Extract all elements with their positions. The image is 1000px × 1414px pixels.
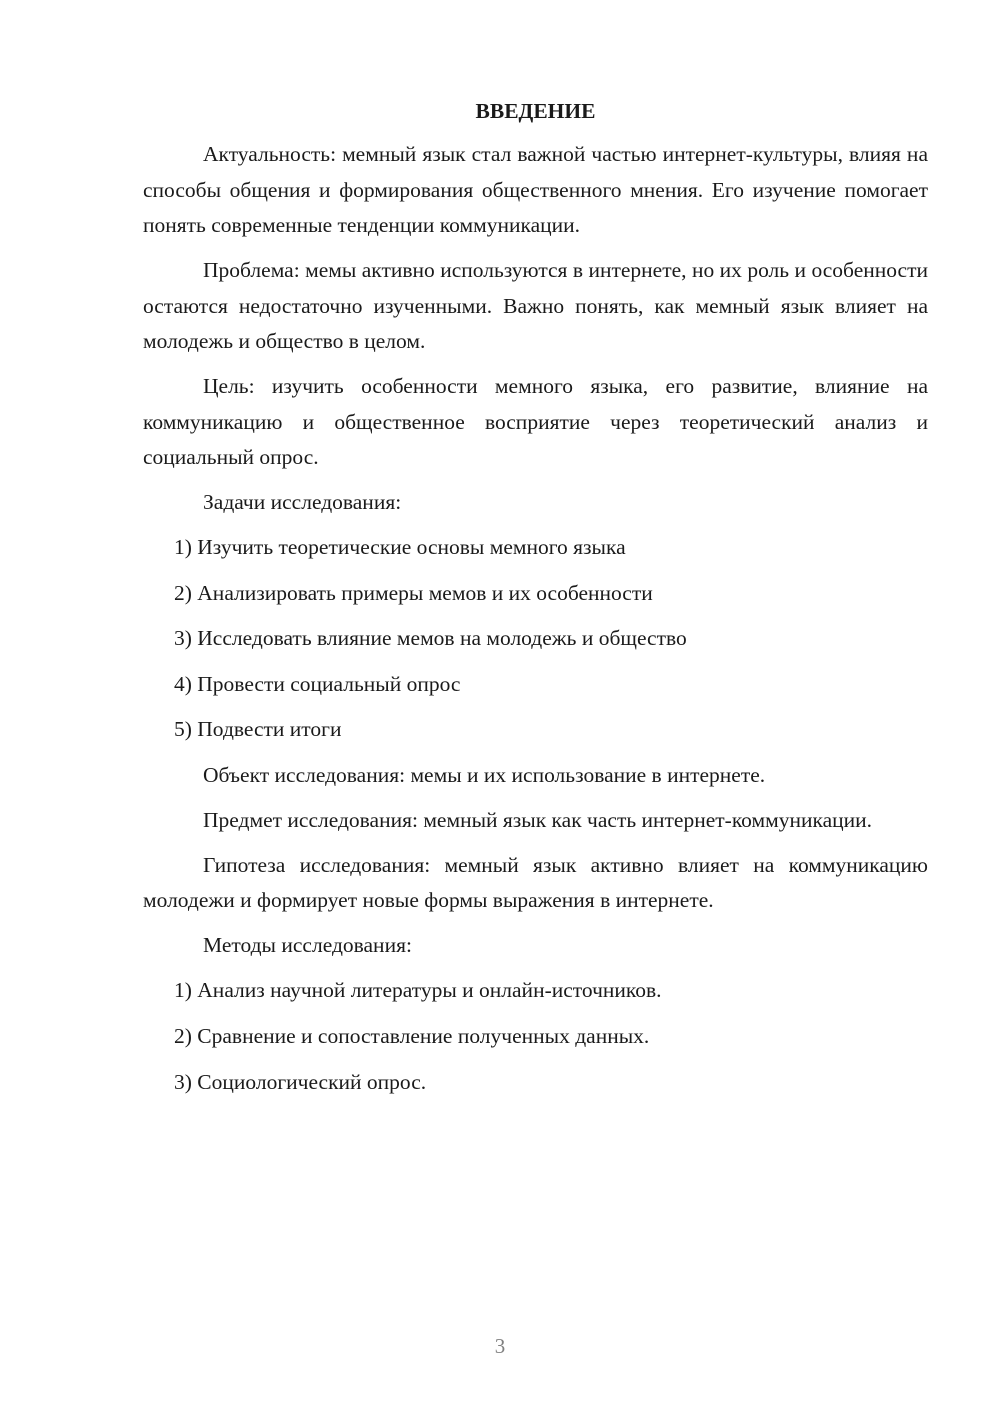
- list-item: 3) Исследовать влияние мемов на молодежь и общество: [174, 626, 687, 650]
- hypothesis-paragraph: Гипотеза исследования: мемный язык активно влияет на коммуникацию молодежи и формирует новые формы выражения в интернете.: [143, 852, 928, 912]
- list-item: 5) Подвести итоги: [174, 717, 342, 741]
- list-item: 1) Анализ научной литературы и онлайн-источников.: [174, 978, 662, 1002]
- problem-paragraph: Проблема: мемы активно используются в интернете, но их роль и особенности остаются недостаточно изученными. Важно понять, как мемный язык влияет на молодежь и общество в целом.: [143, 258, 928, 353]
- list-item: 4) Провести социальный опрос: [174, 671, 461, 696]
- methods-heading: Методы исследования:: [203, 933, 412, 957]
- page-number: 3: [494, 1334, 506, 1358]
- page-content: [143, 94, 928, 1111]
- goal-paragraph: Цель: изучить особенности мемного языка, его развитие, влияние на коммуникацию и общественное восприятие через теоретический анализ и социальный опрос.: [143, 374, 928, 469]
- list-item: 2) Сравнение и сопоставление полученных данных.: [174, 1024, 650, 1048]
- tasks-list: [143, 530, 928, 748]
- subject-paragraph: Предмет исследования: мемный язык как часть интернет-коммуникации.: [203, 807, 873, 832]
- object-paragraph: Объект исследования: мемы и их использование в интернете.: [203, 762, 766, 787]
- relevance-paragraph: Актуальность: мемный язык стал важной частью интернет-культуры, влияя на способы общения и формирования общественного мнения. Его изучение помогает понять современные тенденции коммуникации.: [143, 142, 928, 237]
- list-item: 1) Изучить теоретические основы мемного языка: [174, 535, 626, 559]
- methods-list: [143, 973, 928, 1101]
- list-item: 2) Анализировать примеры мемов и их особенности: [174, 580, 653, 605]
- tasks-heading: Задачи исследования:: [203, 490, 402, 514]
- section-title: ВВЕДЕНИЕ: [475, 99, 596, 123]
- list-item: 3) Социологический опрос.: [174, 1070, 427, 1094]
